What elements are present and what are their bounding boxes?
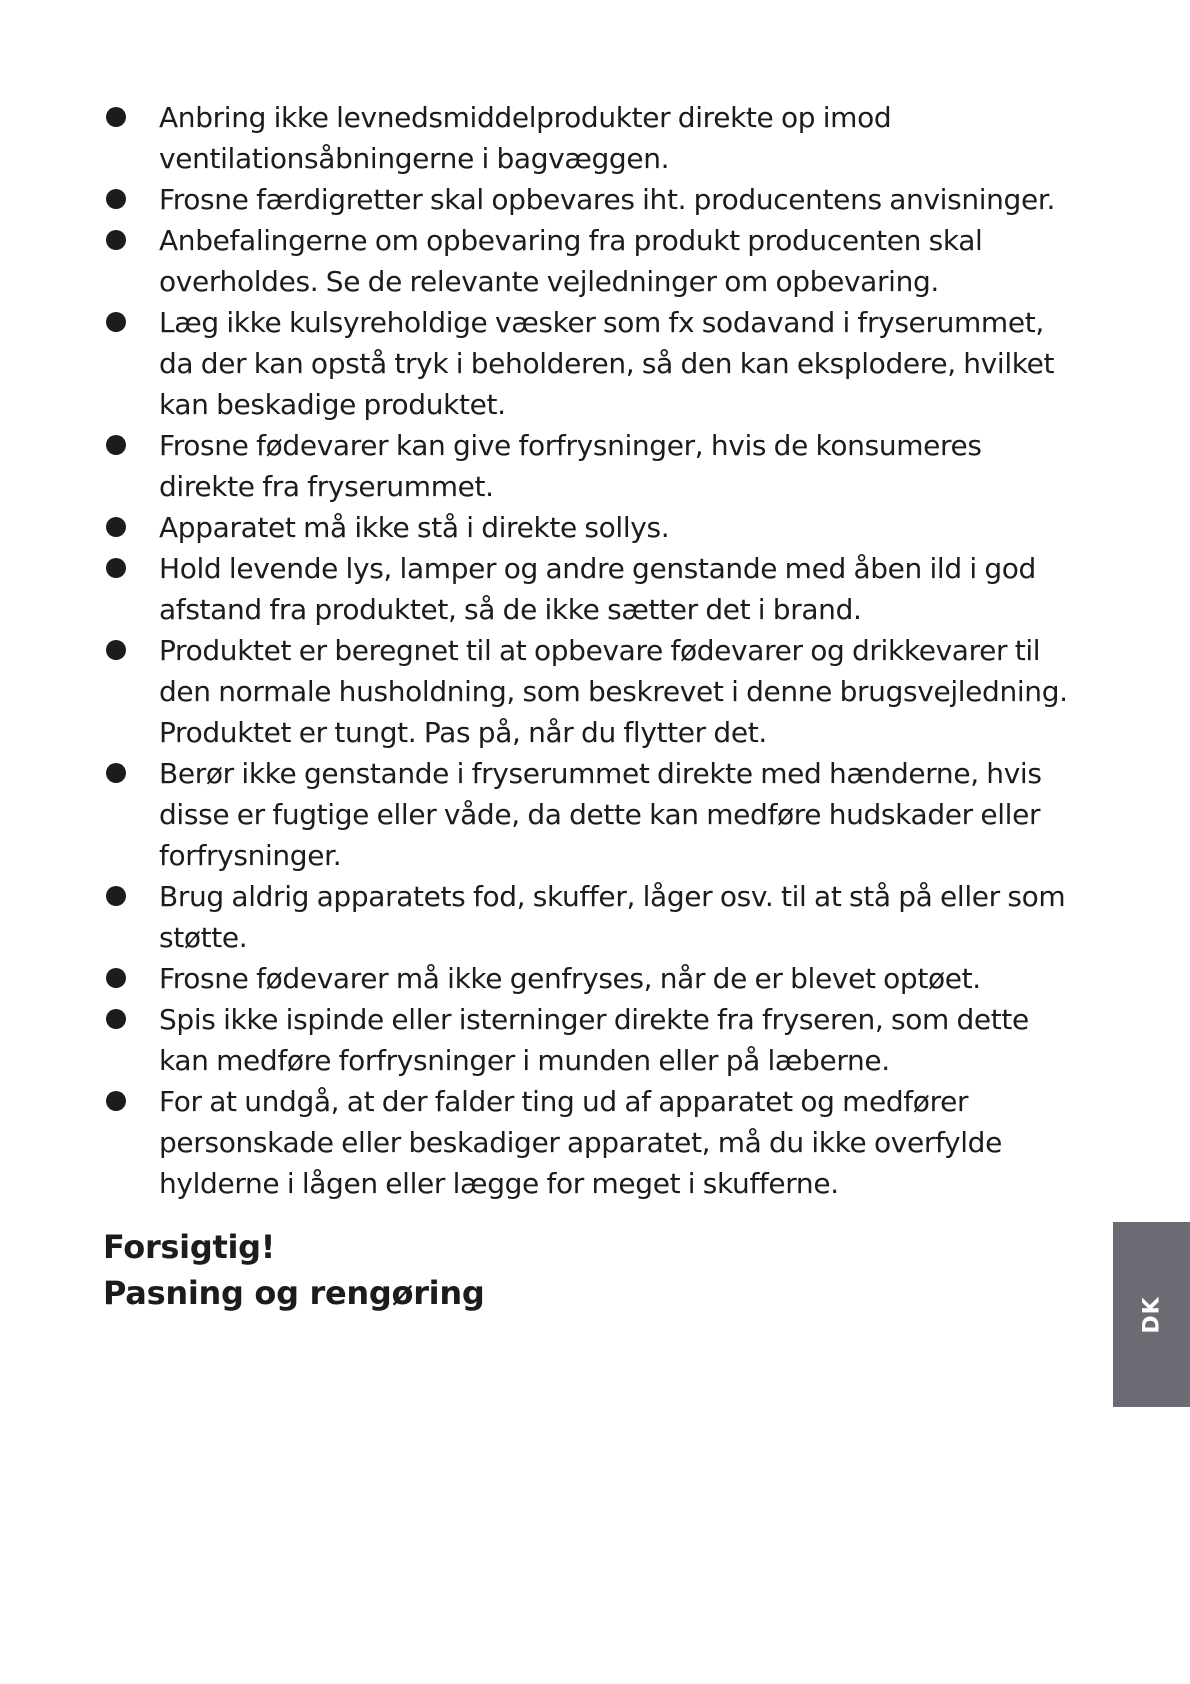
- bullet-text: Frosne fødevarer kan give forfrysninger, hvis de konsumeres direkte fra fryserummet.: [159, 429, 982, 503]
- list-item: [103, 220, 1083, 302]
- bullet-text: Hold levende lys, lamper og andre genstande med åben ild i god afstand fra produktet, så de ikke sætter det i brand.: [159, 552, 1036, 626]
- bullet-text: Brug aldrig apparatets fod, skuffer, låger osv. til at stå på eller som støtte.: [159, 880, 1066, 954]
- bullet-dot-icon: [106, 312, 126, 332]
- language-tab-label: DK: [1139, 1295, 1164, 1334]
- bullet-text: Apparatet må ikke stå i direkte sollys.: [159, 511, 670, 544]
- bullet-text: Spis ikke ispinde eller isterninger direkte fra fryseren, som dette kan medføre forfrysninger i munden eller på læberne.: [159, 1003, 1029, 1077]
- bullet-dot-icon: [106, 763, 126, 783]
- bullet-dot-icon: [106, 968, 126, 988]
- section-headings: [103, 1224, 1083, 1316]
- list-item: [103, 876, 1083, 958]
- bullet-text: Anbring ikke levnedsmiddelprodukter direkte op imod ventilationsåbningerne i bagvæggen.: [159, 101, 892, 175]
- list-item: [103, 630, 1083, 753]
- bullet-dot-icon: [106, 517, 126, 537]
- bullet-dot-icon: [106, 435, 126, 455]
- caution-heading: Forsigtig!: [103, 1228, 276, 1266]
- bullet-dot-icon: [106, 230, 126, 250]
- bullet-text: Frosne fødevarer må ikke genfryses, når de er blevet optøet.: [159, 962, 981, 995]
- list-item: [103, 425, 1083, 507]
- language-tab: [1113, 1222, 1190, 1407]
- list-item: [103, 753, 1083, 876]
- bullet-text: Læg ikke kulsyreholdige væsker som fx sodavand i fryserummet, da der kan opstå tryk i beholderen, så den kan eksplodere, hvilket kan beskadige produktet.: [159, 306, 1055, 421]
- list-item: [103, 958, 1083, 999]
- list-item: [103, 1081, 1083, 1204]
- list-item: [103, 507, 1083, 548]
- bullet-dot-icon: [106, 107, 126, 127]
- bullet-dot-icon: [106, 640, 126, 660]
- bullet-text: Berør ikke genstande i fryserummet direkte med hænderne, hvis disse er fugtige eller våde, da dette kan medføre hudskader eller forfrysninger.: [159, 757, 1042, 872]
- bullet-dot-icon: [106, 1009, 126, 1029]
- bullet-text: Frosne færdigretter skal opbevares iht. producentens anvisninger.: [159, 183, 1056, 216]
- page-content: [103, 97, 1083, 1316]
- list-item: [103, 548, 1083, 630]
- bullet-dot-icon: [106, 1091, 126, 1111]
- list-item: [103, 999, 1083, 1081]
- list-item: [103, 97, 1083, 179]
- list-item: [103, 179, 1083, 220]
- bullet-text: For at undgå, at der falder ting ud af apparatet og medfører personskade eller beskadiger apparatet, må du ikke overfylde hylderne i lågen eller lægge for meget i skufferne.: [159, 1085, 1002, 1200]
- bullet-dot-icon: [106, 886, 126, 906]
- bullet-text: Produktet er beregnet til at opbevare fødevarer og drikkevarer til den normale husholdning, som beskrevet i denne brugsvejledning. Produktet er tungt. Pas på, når du flytter det.: [159, 634, 1068, 749]
- safety-bullet-list: [103, 97, 1083, 1204]
- section-heading: Pasning og rengøring: [103, 1274, 485, 1312]
- list-item: [103, 302, 1083, 425]
- bullet-dot-icon: [106, 558, 126, 578]
- bullet-text: Anbefalingerne om opbevaring fra produkt producenten skal overholdes. Se de relevante vejledninger om opbevaring.: [159, 224, 983, 298]
- bullet-dot-icon: [106, 189, 126, 209]
